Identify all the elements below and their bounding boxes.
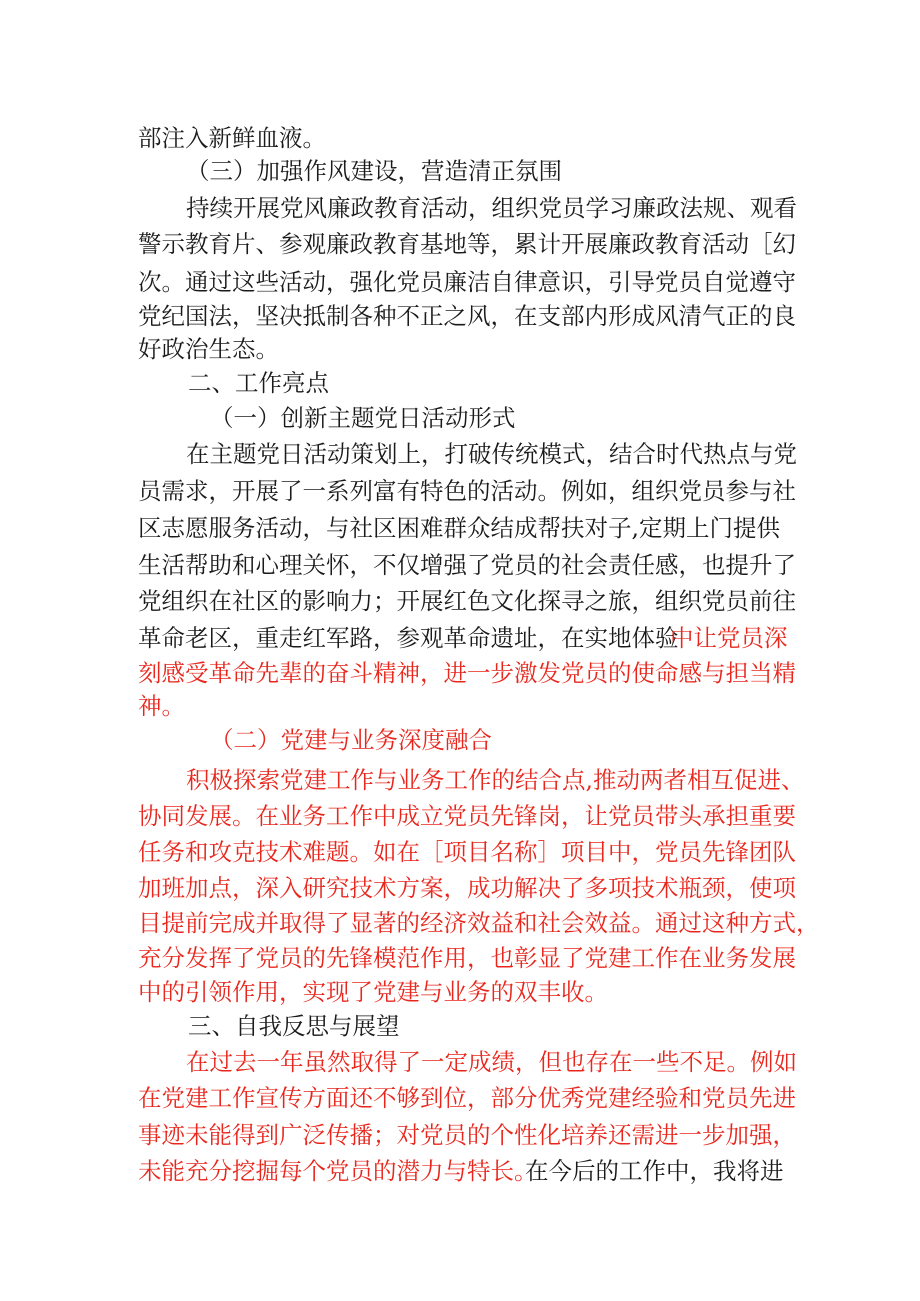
line-text: 党纪国法，坚决抵制各种不正之风，在支部内形成风清气正的良 — [138, 302, 796, 330]
line-text: 警示教育片、参观廉政教育基地等，累计开展廉政教育活动［幻 — [138, 230, 796, 258]
line-text: 持续开展党风廉政教育活动，组织党员学习廉政法规、观看 — [186, 194, 797, 222]
text-line — [0, 188, 920, 228]
line-text: 生活帮助和心理关怀，不仅增强了党员的社会责任感，也提升了 — [138, 551, 796, 579]
line-text: 神。 — [138, 692, 185, 720]
section-heading-3 — [0, 151, 920, 191]
line-text: 革命老区，重走红军路，参观革命遗址，在实地体验 — [138, 624, 679, 652]
text-line — [0, 1151, 920, 1191]
line-text: 刻感受革命先辈的奋斗精神，进一步激发党员的使命感与担当精 — [138, 659, 796, 687]
line-text: 好政治生态。 — [138, 335, 279, 363]
text-line — [0, 224, 920, 264]
line-text-tail: 在今后的工作中，我将进 — [525, 1157, 784, 1185]
section-heading-2 — [0, 720, 920, 760]
line-text: 在主题党日活动策划上，打破传统模式，结合时代热点与党 — [186, 440, 797, 468]
text-line — [0, 796, 920, 836]
text-line — [0, 1042, 920, 1082]
line-text: 未能充分挖掘每个党员的潜力与特长。 — [138, 1157, 538, 1185]
line-text: 部注入新鲜血液。 — [138, 124, 326, 152]
line-text: 党组织在社区的影响力；开展红色文化探寻之旅，组织党员前往 — [138, 587, 796, 615]
text-line — [0, 618, 920, 658]
text-line — [0, 903, 920, 943]
line-text: 任务和攻克技术难题。如在［项目名称］项目中，党员先锋团队 — [138, 838, 796, 866]
text-line — [0, 868, 920, 908]
line-text: 区志愿服务活动，与社区困难群众结成帮扶对子,定期上门提供 — [138, 514, 780, 542]
heading-text: （二）党建与业务深度融合 — [210, 726, 492, 754]
line-text: 在党建工作宣传方面还不够到位，部分优秀党建经验和党员先进 — [138, 1084, 796, 1112]
line-text-highlighted: 中让党员深 — [670, 624, 788, 652]
text-line — [0, 545, 920, 585]
line-text: 协同发展。在业务工作中成立党员先锋岗，让党员带头承担重要 — [138, 802, 796, 830]
section-heading-3 — [0, 1006, 920, 1046]
section-heading-2 — [0, 363, 920, 403]
text-line — [0, 1078, 920, 1118]
text-line — [0, 471, 920, 511]
line-text: 次。通过这些活动，强化党员廉洁自律意识，引导党员自觉遵守 — [138, 268, 796, 296]
line-text: 加班加点，深入研究技术方案，成功解决了多项技术瓶颈，使项 — [138, 874, 796, 902]
text-line — [0, 832, 920, 872]
heading-text: （一）创新主题党日活动形式 — [210, 404, 516, 432]
text-line — [0, 508, 920, 548]
heading-text: 二、工作亮点 — [188, 369, 329, 397]
text-line — [0, 581, 920, 621]
text-line — [0, 1115, 920, 1155]
heading-text: 三、自我反思与展望 — [188, 1012, 400, 1040]
line-text: 员需求，开展了一系列富有特色的活动。例如，组织党员参与社 — [138, 477, 796, 505]
line-text: 在过去一年虽然取得了一定成绩，但也存在一些不足。例如 — [186, 1048, 797, 1076]
heading-text: （三）加强作风建设，营造清正氛围 — [186, 157, 562, 185]
text-line — [0, 760, 920, 800]
line-text: 目提前完成并取得了显著的经济效益和社会效益。通过这种方式， — [138, 909, 820, 937]
section-heading-1 — [0, 398, 920, 438]
text-line — [0, 434, 920, 474]
line-text: 充分发挥了党员的先锋模范作用，也彰显了党建工作在业务发展 — [138, 944, 796, 972]
line-text: 事迹未能得到广泛传播；对党员的个性化培养还需进一步加强， — [138, 1121, 796, 1149]
line-text: 积极探索党建工作与业务工作的结合点,推动两者相互促进、 — [186, 766, 805, 794]
line-text: 中的引领作用，实现了党建与业务的双丰收。 — [138, 978, 608, 1006]
